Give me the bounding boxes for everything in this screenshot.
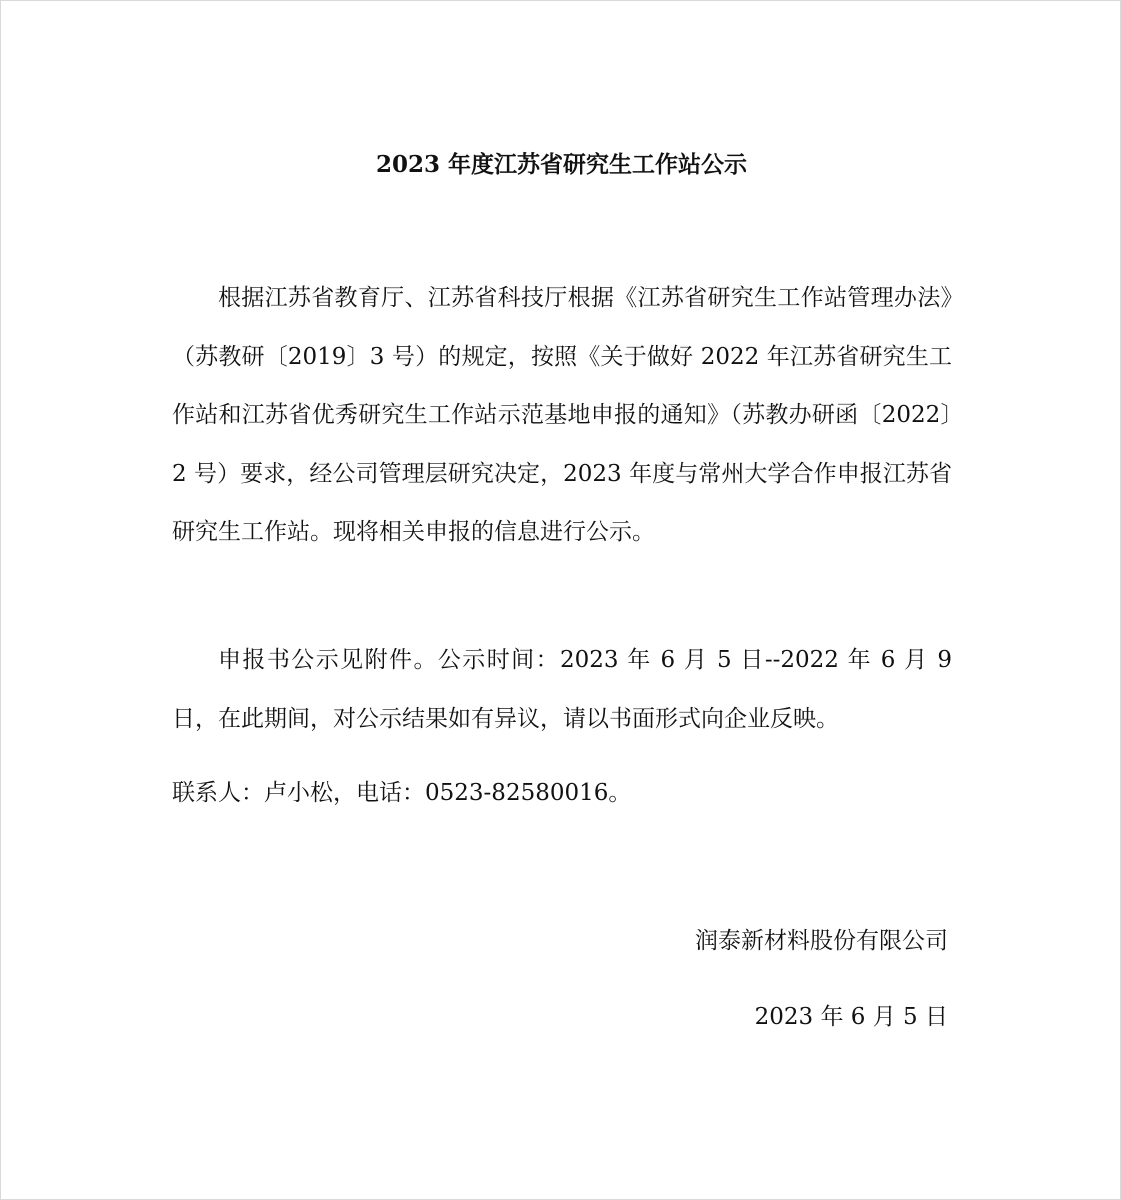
notice-paragraph: 申报书公示见附件。公示时间：2023 年 6 月 5 日--2022 年 6 月 9 日，在此期间，对公示结果如有异议，请以书面形式向企业反映。 (172, 647, 952, 732)
intro-paragraph: 根据江苏省教育厅、江苏省科技厅根据《江苏省研究生工作站管理办法》（苏教研〔2019〕3 号）的规定，按照《关于做好 2022 年江苏省研究生工作站和江苏省优秀研究生工作站示范基地申报的通知》（苏教办研函〔2022〕2 号）要求，经公司管理层研究决定，2023 年度与常州大学合作申报江苏省研究生工作站。现将相关申报的信息进行公示。 (172, 285, 952, 545)
contact-line: 联系人：卢小松，电话：0523-82580016。 (172, 780, 632, 806)
document-title: 2023 年度江苏省研究生工作站公示 (375, 151, 748, 178)
signature-company: 润泰新材料股份有限公司 (695, 928, 948, 954)
signature-date: 2023 年 6 月 5 日 (754, 1004, 948, 1030)
